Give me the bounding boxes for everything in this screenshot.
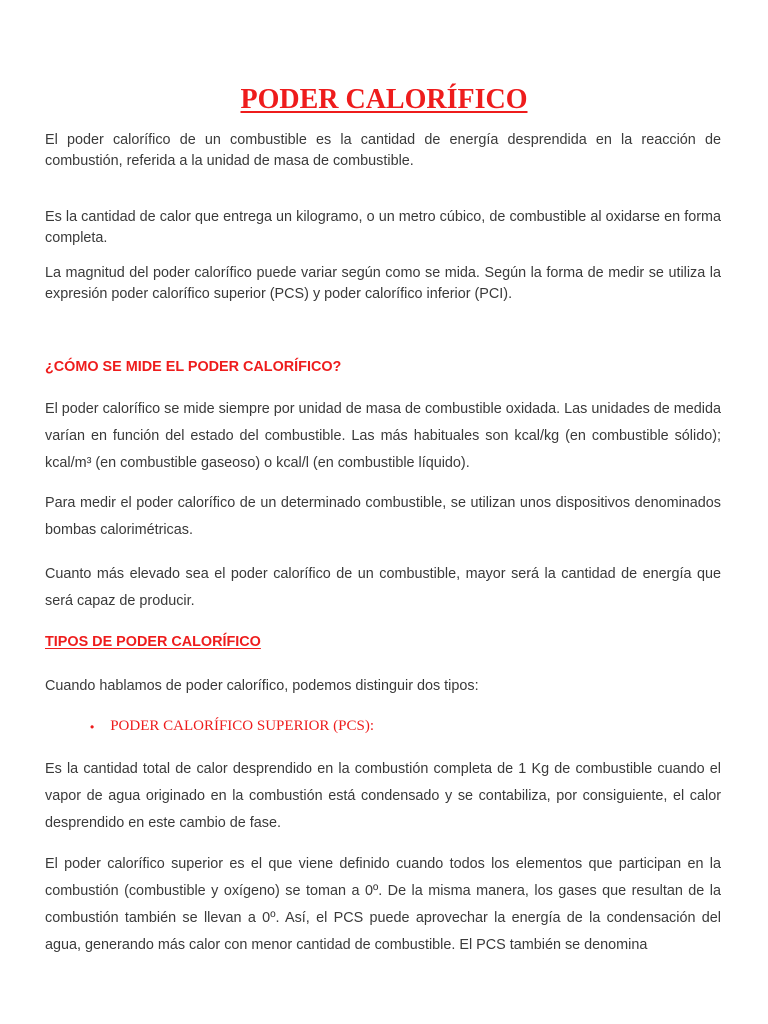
list-item-label: PODER CALORÍFICO SUPERIOR (PCS): [110,718,374,734]
page-title: PODER CALORÍFICO [240,84,528,115]
paragraph-energy: Cuanto más elevado sea el poder calorífico de un combustible, mayor será la cantidad de energía que será capaz de producir. [45,566,721,609]
section-heading-measure: ¿CÓMO SE MIDE EL PODER CALORÍFICO? [45,359,342,375]
paragraph-heat-quantity: Es la cantidad de calor que entrega un kilogramo, o un metro cúbico, de combustible al oxidarse en forma completa. [45,209,721,246]
paragraph-two-types: Cuando hablamos de poder calorífico, podemos distinguir dos tipos: [45,678,479,694]
paragraph-magnitude: La magnitud del poder calorífico puede variar según como se mida. Según la forma de medir se utiliza la expresión poder calorífico superior (PCS) y poder calorífico inferior (PCI). [45,265,721,302]
paragraph-calorimetric-bombs: Para medir el poder calorífico de un determinado combustible, se utilizan unos dispositivos denominados bombas calorimétricas. [45,495,721,538]
paragraph-pcs-definition: Es la cantidad total de calor desprendido en la combustión completa de 1 Kg de combustible cuando el vapor de agua originado en la combustión está condensado y se contabiliza, por consiguiente, el calor desprendido en este cambio de fase. [45,761,721,831]
section-heading-types: TIPOS DE PODER CALORÍFICO [45,634,261,650]
list-item-pcs [90,718,374,735]
paragraph-units: El poder calorífico se mide siempre por unidad de masa de combustible oxidada. Las unidades de medida varían en función del estado del combustible. Las más habituales son kcal/kg (en combustible sólido); kcal/m³ (en combustible gaseoso) o kcal/l (en combustible líquido). [45,401,721,471]
bullet-icon: • [90,719,95,734]
paragraph-definition: El poder calorífico de un combustible es la cantidad de energía desprendida en la reacción de combustión, referida a la unidad de masa de combustible. [45,132,721,169]
paragraph-pcs-detail: El poder calorífico superior es el que viene definido cuando todos los elementos que participan en la combustión (combustible y oxígeno) se toman a 0º. De la misma manera, los gases que resultan de la combustión también se llevan a 0º. Así, el PCS puede aprovechar la energía de la condensación del agua, generando más calor con menor cantidad de combustible. El PCS también se denomina [45,856,721,953]
